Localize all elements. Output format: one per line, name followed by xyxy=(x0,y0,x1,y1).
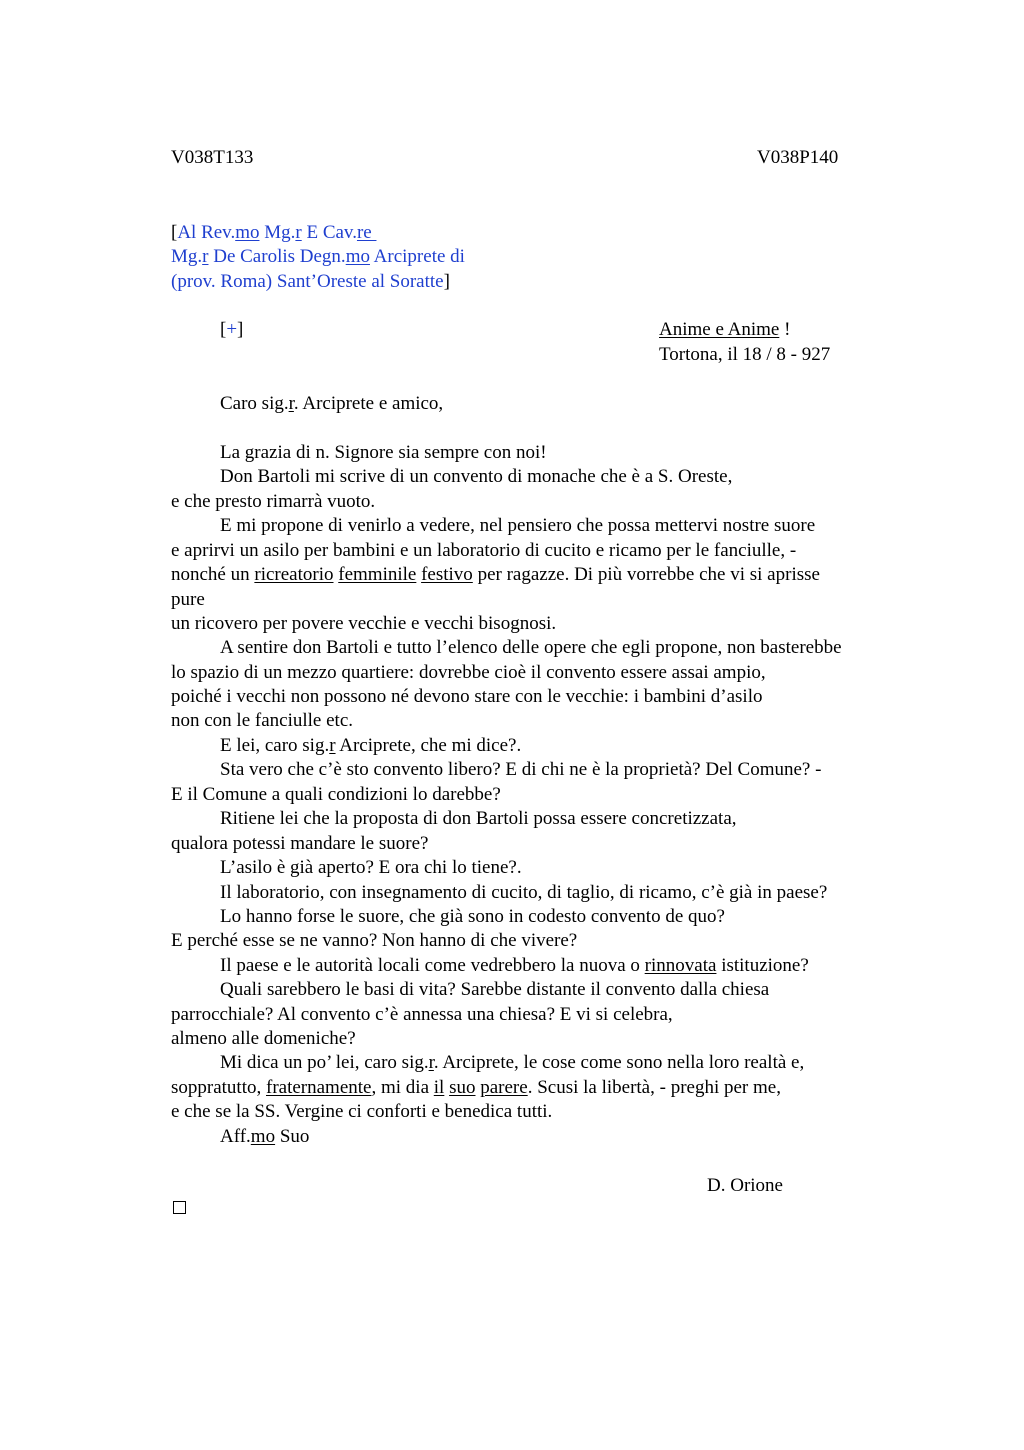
document-code-right: V038P140 xyxy=(757,147,839,168)
body-line: e aprirvi un asilo per bambini e un laboratorio di cucito e ricamo per le fanciulle, - xyxy=(171,540,797,561)
body-line: E mi propone di venirlo a vedere, nel pensiero che possa mettervi nostre suore xyxy=(220,515,816,536)
cross-mark: [+] xyxy=(220,319,244,340)
salutation: Caro sig.r. Arciprete e amico, xyxy=(220,393,444,414)
body-line: e che presto rimarrà vuoto. xyxy=(171,491,376,512)
body-line: E perché esse se ne vanno? Non hanno di che vivere? xyxy=(171,930,578,951)
body-line: nonché un ricreatorio femminile festivo per ragazze. Di più vorrebbe che vi si aprisse xyxy=(171,564,820,585)
body-line: Il laboratorio, con insegnamento di cucito, di taglio, di ricamo, c’è già in paese? xyxy=(220,882,828,903)
body-line: Il paese e le autorità locali come vedrebbero la nuova o rinnovata istituzione? xyxy=(220,955,809,976)
body-line: Sta vero che c’è sto convento libero? E di chi ne è la proprietà? Del Comune? - xyxy=(220,759,822,780)
body-line: L’asilo è già aperto? E ora chi lo tiene?. xyxy=(220,857,522,878)
body-line: soppratutto, fraternamente, mi dia il suo parere. Scusi la libertà, - preghi per me, xyxy=(171,1077,781,1098)
body-line: parrocchiale? Al convento c’è annessa una chiesa? E vi si celebra, xyxy=(171,1004,673,1025)
body-line: non con le fanciulle etc. xyxy=(171,710,354,731)
body-line: poiché i vecchi non possono né devono stare con le vecchie: i bambini d’asilo xyxy=(171,686,763,707)
body-line: lo spazio di un mezzo quartiere: dovrebbe cioè il convento essere assai ampio, xyxy=(171,662,766,683)
signature: D. Orione xyxy=(707,1175,783,1196)
body-line: almeno alle domeniche? xyxy=(171,1028,356,1049)
body-line: qualora potessi mandare le suore? xyxy=(171,833,429,854)
body-line: Ritiene lei che la proposta di don Bartoli possa essere concretizzata, xyxy=(220,808,737,829)
address-line-2: Mg.r De Carolis Degn.mo Arciprete di xyxy=(171,246,465,267)
square-icon xyxy=(173,1201,186,1214)
body-line: Don Bartoli mi scrive di un convento di monache che è a S. Oreste, xyxy=(220,466,733,487)
address-line-3: (prov. Roma) Sant’Oreste al Soratte] xyxy=(171,271,450,292)
body-line: Mi dica un po’ lei, caro sig.r. Arciprete, le cose come sono nella loro realtà e, xyxy=(220,1052,805,1073)
place-date: Tortona, il 18 / 8 - 927 xyxy=(659,344,831,365)
body-line: e che se la SS. Vergine ci conforti e benedica tutti. xyxy=(171,1101,553,1122)
body-line: Lo hanno forse le suore, che già sono in codesto convento de quo? xyxy=(220,906,725,927)
closing: Aff.mo Suo xyxy=(220,1126,310,1147)
document-code-left: V038T133 xyxy=(171,147,254,168)
body-line: A sentire don Bartoli e tutto l’elenco delle opere che egli propone, non basterebbe xyxy=(220,637,842,658)
cross-icon: + xyxy=(226,319,238,340)
body-line: E lei, caro sig.r Arciprete, che mi dice?. xyxy=(220,735,522,756)
body-line: E il Comune a quali condizioni lo darebbe? xyxy=(171,784,501,805)
body-line: La grazia di n. Signore sia sempre con noi! xyxy=(220,442,547,463)
body-line: Quali sarebbero le basi di vita? Sarebbe distante il convento dalla chiesa xyxy=(220,979,770,1000)
body-line: pure xyxy=(171,589,205,610)
motto: Anime e Anime ! xyxy=(659,319,791,340)
body-line: un ricovero per povere vecchie e vecchi bisognosi. xyxy=(171,613,557,634)
address-line-1: [Al Rev.mo Mg.r E Cav.re xyxy=(171,222,377,243)
